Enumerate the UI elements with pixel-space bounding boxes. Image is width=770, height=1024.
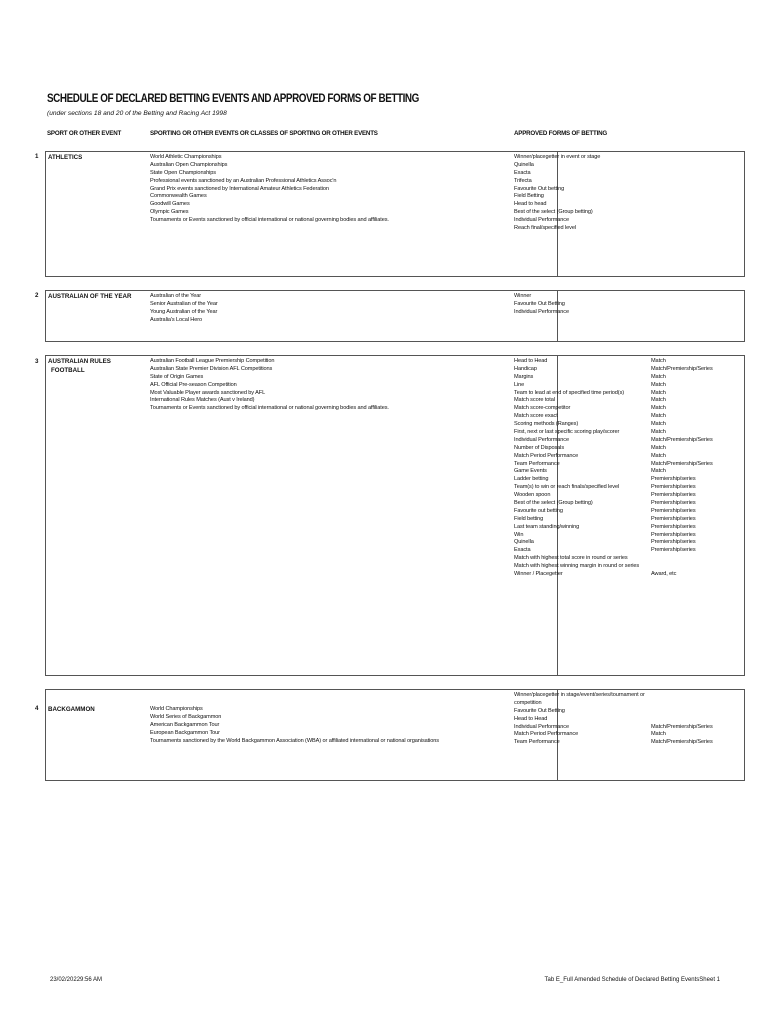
form-item: Individual Performance <box>514 217 570 224</box>
events-list <box>150 706 439 745</box>
form-item: Head to Head <box>514 715 548 722</box>
scope-item: Premiership/series <box>651 500 696 507</box>
form-item: Match with highest total score in round or series <box>514 555 628 562</box>
form-item: Individual Performance <box>514 436 570 443</box>
event-item: Tournaments or Events sanctioned by official international or national governing bodies and affiliates. <box>150 405 389 412</box>
event-item: Olympic Games <box>150 209 189 216</box>
scope-item: Match <box>651 413 666 420</box>
scope-item <box>651 555 713 563</box>
events-list <box>150 358 389 413</box>
scope-item: Match <box>651 452 666 459</box>
section-number: 2 <box>35 292 39 299</box>
form-item: Winner / Placegetter <box>514 571 563 578</box>
column-header-forms: APPROVED FORMS OF BETTING <box>514 130 607 137</box>
form-item: Individual Performance <box>514 308 570 315</box>
event-item: Australia's Local Hero <box>150 316 203 323</box>
scope-item: Match <box>651 381 666 388</box>
form-item: Winner/placegetter in event or stage <box>514 154 601 160</box>
section-australian-rules-football <box>45 355 745 676</box>
scope-item: Match/Premiership/Series <box>651 723 713 730</box>
event-item: Australian of the Year <box>150 293 201 299</box>
event-item: Tournaments sanctioned by the World Backgammon Association (WBA) or affiliated international or national organisations <box>150 737 439 744</box>
form-item: Team Performance <box>514 739 560 746</box>
form-item: Field Betting <box>514 193 544 200</box>
scope-item: Match <box>651 358 666 364</box>
event-item: Grand Prix events sanctioned by International Amateur Athletics Federation <box>150 185 329 192</box>
form-item: Team to lead at end of specified time period(s) <box>514 389 625 396</box>
column-header-events: SPORTING OR OTHER EVENTS OR CLASSES OF SPORTING OR OTHER EVENTS <box>150 130 378 137</box>
section-number: 4 <box>35 705 39 712</box>
form-item: Quinella <box>514 539 534 546</box>
scope-list <box>651 358 713 579</box>
scope-item: Match <box>651 468 666 475</box>
event-item: American Backgammon Tour <box>150 721 220 728</box>
form-item: Handicap <box>514 365 537 372</box>
form-item: Match score-competitor <box>514 405 571 412</box>
form-item: Scoring methods (Ranges) <box>514 421 579 428</box>
footer-timestamp: 23/02/20229:56 AM <box>50 977 103 983</box>
scope-item: Match/Premiership/Series <box>651 739 713 746</box>
scope-item: Match/Premiership/Series <box>651 365 713 372</box>
form-item: Favourite out betting <box>514 507 563 514</box>
event-item: Commonwealth Games <box>150 193 207 200</box>
form-item: Quinella <box>514 161 534 168</box>
form-item: Best of the select (Group betting) <box>514 209 593 216</box>
event-item: Australian State Premier Division AFL Competitions <box>150 365 273 372</box>
forms-list <box>514 154 600 233</box>
form-item: Match with highest winning margin in round or series <box>514 563 640 570</box>
scope-item <box>651 708 713 716</box>
form-item: Win <box>514 531 524 538</box>
sport-name-line: FOOTBALL <box>51 366 85 374</box>
form-item: Line <box>514 381 525 388</box>
sport-name: ATHLETICS <box>48 154 83 161</box>
event-item: Australian Open Championships <box>150 161 228 168</box>
scope-item: Premiership/series <box>651 515 696 522</box>
section-number: 3 <box>35 358 39 365</box>
form-item: Exacta <box>514 547 531 554</box>
event-item: European Backgammon Tour <box>150 729 220 736</box>
form-item: Favourite Out Betting <box>514 707 565 714</box>
section-athletics <box>45 151 745 277</box>
scope-item: Premiership/series <box>651 531 696 538</box>
events-list <box>150 154 389 225</box>
form-item: Team Performance <box>514 460 560 467</box>
form-item: First, next or last specific scoring play/scorer <box>514 429 620 436</box>
event-item: World Championships <box>150 706 203 712</box>
sport-name-line: AUSTRALIAN RULES <box>48 358 111 365</box>
forms-list <box>514 293 569 317</box>
scope-item: Match <box>651 429 666 436</box>
event-item: State of Origin Games <box>150 373 204 380</box>
form-item: Favourite Out betting <box>514 185 565 192</box>
form-item: Favourite Out Betting <box>514 300 565 307</box>
scope-list <box>651 692 713 747</box>
event-item: Most Valuable Player awards sanctioned by AFL <box>150 389 266 396</box>
scope-item: Match <box>651 373 666 380</box>
scope-item <box>651 716 713 724</box>
scope-item <box>651 700 713 708</box>
scope-item: Award, etc <box>651 571 677 578</box>
form-item: competition <box>514 699 542 706</box>
event-item: World Series of Backgammon <box>150 713 222 720</box>
scope-item: Premiership/series <box>651 476 696 483</box>
form-item: Wooden spoon <box>514 492 551 499</box>
form-item: Field betting <box>514 515 544 522</box>
section-australian-of-the-year <box>45 290 745 342</box>
scope-item: Premiership/series <box>651 547 696 554</box>
form-item: Ladder betting <box>514 476 549 483</box>
scope-item: Match <box>651 397 666 404</box>
form-item: Game Events <box>514 468 547 475</box>
form-item: Winner <box>514 293 532 299</box>
event-item: AFL Official Pre-season Competition <box>150 381 237 388</box>
form-item: Team(s) to win or reach finals/specified level <box>514 484 620 491</box>
scope-item <box>651 692 713 700</box>
form-item: Match score total <box>514 397 555 404</box>
scope-item: Premiership/series <box>651 523 696 530</box>
event-item: Senior Australian of the Year <box>150 300 218 307</box>
form-item: Head to Head <box>514 358 548 364</box>
scope-item: Match <box>651 389 666 396</box>
event-item: World Athletic Championships <box>150 154 222 160</box>
sport-name <box>48 358 111 375</box>
form-item: Match score exact <box>514 413 558 420</box>
sport-name: BACKGAMMON <box>48 706 95 713</box>
scope-item: Match <box>651 731 666 738</box>
form-item: Trifecta <box>514 177 532 184</box>
event-item: Young Australian of the Year <box>150 308 218 315</box>
scope-item: Premiership/series <box>651 539 696 546</box>
section-backgammon <box>45 689 745 781</box>
form-item: Match Period Performance <box>514 731 579 738</box>
form-item: Best of the select (Group betting) <box>514 500 593 507</box>
column-header-sport: SPORT OR OTHER EVENT <box>47 130 122 137</box>
scope-item: Premiership/series <box>651 484 696 491</box>
form-item: Match Period Performance <box>514 452 579 459</box>
page-subtitle: (under sections 18 and 20 of the Betting and Racing Act 1998 <box>47 110 227 117</box>
form-item: Winner/placegetter in stage/event/series/tournament or <box>514 692 645 698</box>
sport-name: AUSTRALIAN OF THE YEAR <box>48 293 132 300</box>
forms-list <box>514 358 639 579</box>
section-number: 1 <box>35 153 39 160</box>
event-item: Tournaments or Events sanctioned by official international or national governing bodies and affiliates. <box>150 217 389 224</box>
form-item: Number of Disposals <box>514 444 565 451</box>
form-item: Margins <box>514 373 534 380</box>
scope-item: Match <box>651 444 666 451</box>
form-item: Individual Performance <box>514 723 570 730</box>
scope-item: Match <box>651 421 666 428</box>
event-item: International Rules Matches (Aust v Ireland) <box>150 397 255 404</box>
form-item: Reach final/specified level <box>514 225 576 232</box>
page-title: SCHEDULE OF DECLARED BETTING EVENTS AND APPROVED FORMS OF BETTING <box>47 93 419 105</box>
scope-item <box>651 563 713 571</box>
event-item: Professional events sanctioned by an Australian Professional Athletics Assoc'n <box>150 177 337 184</box>
scope-item: Match <box>651 405 666 412</box>
event-item: State Open Championships <box>150 169 217 176</box>
scope-item: Match/Premiership/Series <box>651 436 713 443</box>
scope-item: Match/Premiership/Series <box>651 460 713 467</box>
events-list <box>150 293 218 325</box>
forms-list <box>514 692 645 747</box>
footer-sheet-label: Tab E_Full Amended Schedule of Declared Betting EventsSheet 1 <box>544 977 720 983</box>
form-item: Exacta <box>514 169 531 176</box>
event-item: Australian Football League Premiership Competition <box>150 358 275 364</box>
form-item: Head to head <box>514 201 547 208</box>
scope-item: Premiership/series <box>651 507 696 514</box>
event-item: Goodwill Games <box>150 201 190 208</box>
form-item: Last team standing/winning <box>514 523 580 530</box>
scope-item: Premiership/series <box>651 492 696 499</box>
